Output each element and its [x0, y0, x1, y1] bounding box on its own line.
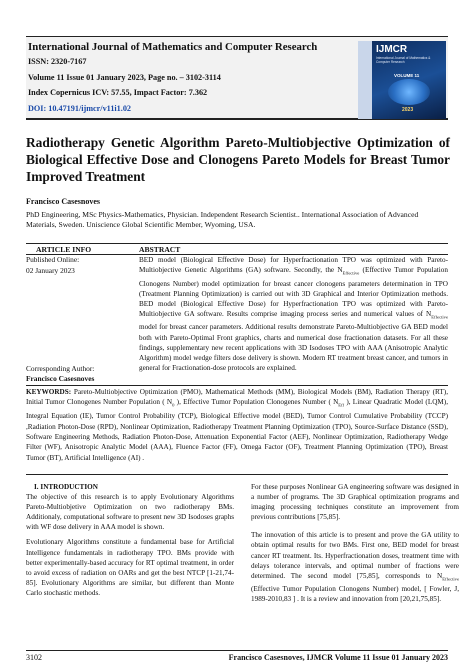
body-subscript: Effective — [442, 576, 459, 582]
table-divider — [26, 385, 448, 386]
keywords-divider — [26, 474, 448, 475]
published-label: Published Online: — [26, 255, 80, 264]
keywords-subscript: Eff — [338, 402, 345, 408]
doi-link[interactable]: DOI: 10.47191/ijmcr/v11i1.02 — [28, 103, 132, 113]
journal-info — [28, 40, 358, 116]
journal-title: International Journal of Mathematics and Computer Research — [28, 41, 318, 53]
footer-divider — [26, 650, 448, 651]
corresponding-label: Corresponding Author: — [26, 364, 95, 373]
keywords-subscript: 0 — [172, 402, 175, 408]
body-paragraph — [251, 530, 459, 604]
volume-info: Volume 11 Issue 01 January 2023, Page no. – 3102-3114 — [28, 72, 221, 82]
journal-header — [26, 36, 448, 120]
footer-citation: Francisco Casesnoves, IJMCR Volume 11 Issue 01 January 2023 — [228, 653, 448, 662]
abstract-subscript: Effective — [431, 314, 448, 320]
paper-title: Radiotherapy Genetic Algorithm Pareto-Multiobjective Optimization of Biological Effective Dose and Clonogens Pareto Models for Breast Tumor Improved Treatment — [26, 135, 450, 184]
cover-spine — [358, 41, 372, 119]
cover-title: IJMCR — [376, 44, 408, 55]
author-name: Francisco Casesnoves — [26, 197, 100, 206]
article-info-column — [26, 255, 130, 383]
body-paragraph: Evolutionary Algorithms constitute a fundamental base for Artificial Intelligence fundamentals in radiotherapy TPO. BMs provide with better experimentally-based accuracy for RT optimal treatment, in order to avoid excess of radiation on OARs and get the best NTCP [1-21,74-85]. Evolutionary Algorithms are similar, but different than Monte Carlo stochastic methods. — [26, 538, 234, 597]
published-date: 02 January 2023 — [26, 265, 75, 275]
body-text: The innovation of this article is to present and prove the GA utility to obtain optimal results for two BMs. First one, BED model for breast cancer RT treatment. Its. Hyperfractionation doses, treatment time with delays tolerance intervals, and optimal number of fractions were determined. The second model [75,85], corresponds to N — [251, 531, 459, 580]
cover-graphic — [388, 79, 430, 105]
cover-subtitle: International Journal of Mathematics & Computer Research — [376, 56, 431, 64]
article-info-heading: ARTICLE INFO — [36, 245, 92, 254]
article-info-header — [26, 244, 448, 255]
journal-cover-image — [358, 41, 446, 119]
cover-year: 2023 — [402, 107, 414, 113]
abstract-heading: ABSTRACT — [139, 245, 181, 254]
abstract-part: BED model (Biological Effective Dose) for Hyperfractionation TPO was optimized with Pareto-Multiobjective Genetic Algorithms (GA) software. Secondly, the N — [139, 256, 448, 275]
article-info-table — [26, 243, 448, 255]
abstract-subscript: Effective — [342, 270, 360, 276]
abstract-text — [139, 255, 448, 373]
corresponding-author: Francisco Casesnoves — [26, 374, 95, 383]
abstract-part: (Effective Tumor Population Clonogens Number) model optimization for breast cancer clonogens parameters determination in TPO (Treatment Planning Optimization) is carried out with 3D Graphical and Interior Optimization methods. BED model (Biological Effective Dose) for Hyperfractionation TPO was optimized with Pareto-Multiobjective GA software. Results comprise imaging process series and numerical values of N — [139, 266, 448, 318]
keywords-part: ), Effective Tumor Population Clonogenes Number ( N — [174, 398, 339, 407]
index-info: Index Copernicus ICV: 57.55, Impact Factor: 7.362 — [28, 88, 208, 97]
keywords — [26, 387, 448, 463]
page-number: 3102 — [26, 653, 42, 662]
keywords-label: KEYWORDS: — [26, 388, 72, 396]
keywords-part: ), Linear Quadratic Model (LQM), Integral Equation (IE), Tumor Control Probability (TCP), Biological Effective model (BED), Tumor Control Cumulative Probability (TCCP) ,Radiation Photon-Dose (RPD), Nonlinear Optimization, Radiotherapy Treatment Planning Optimization (TPO), Source-Surface Distance (SSD), Software Engineering Methods, Radiation Photon-Dose, Attenuation Exponential Factor (AEF), Nonlinear Optimization, Radiotherapy Wedge Filter (WF), Anisotropic Analytic Model (AAA), Fluence Factor (FF), Omega Factor (OF), Treatment Planning Optimization (TPO), Breast Tumor (BT), Artificial Intelligence (AI) . — [26, 398, 448, 462]
keywords-part: Pareto-Multiobjective Optimization (PMO), Mathematical Methods (MM), Biological Models (BM), Radiation Therapy (RT), Initial Tumor Clonogenes Number Population ( N — [26, 388, 448, 407]
cover-volume: VOLUME 11 — [394, 73, 420, 78]
body-text: (Effective Tumor Population Clonogens Number) model, [ Fowler, J, 1989-2010,83 ] . It is a review and innovation from [20,21,75,85]. — [251, 585, 459, 604]
section-heading: I. INTRODUCTION — [34, 483, 98, 491]
body-paragraph: For these purposes Nonlinear GA engineering software was designed in a number of programs. The 3D Graphical optimization programs and imaging processing techniques constitute an improvement from previous contributions [75,85]. — [251, 483, 459, 522]
body-right-column — [251, 482, 459, 612]
abstract-part: model for breast cancer parameters. Additional results demonstrate Pareto-Multiobjective GA BED model both with Pareto-Optimal Front graphics, charts and numerical dose fractionation datasets. For all these findings, supplementary new recent applications with 3D Isodoses TPO with AAA (Anisotropic Analytic Algorithm) model wedge filters dose delivery is shown. Modern RT treatment breast cancer, and tumors in general for Fractionation-dose protocols are explained. — [139, 323, 448, 372]
author-affiliation: PhD Engineering, MSc Physics-Mathematics, Physician. Independent Research Scientist.. International Association of Advanced Materials, Sweden. Uniscience Global Scientific Member, Wyoming, USA. — [26, 210, 419, 230]
issn: ISSN: 2320-7167 — [28, 57, 87, 66]
body-left-column — [26, 482, 234, 603]
body-paragraph: The objective of this research is to apply Evolutionary Algorithms Pareto-Multiobjetive Optimization on two radiotherapy BMs. Additionaly, computational software to present new 3D Isodoses graphs with WF dose delivery in AAA model is shown. — [26, 493, 234, 532]
